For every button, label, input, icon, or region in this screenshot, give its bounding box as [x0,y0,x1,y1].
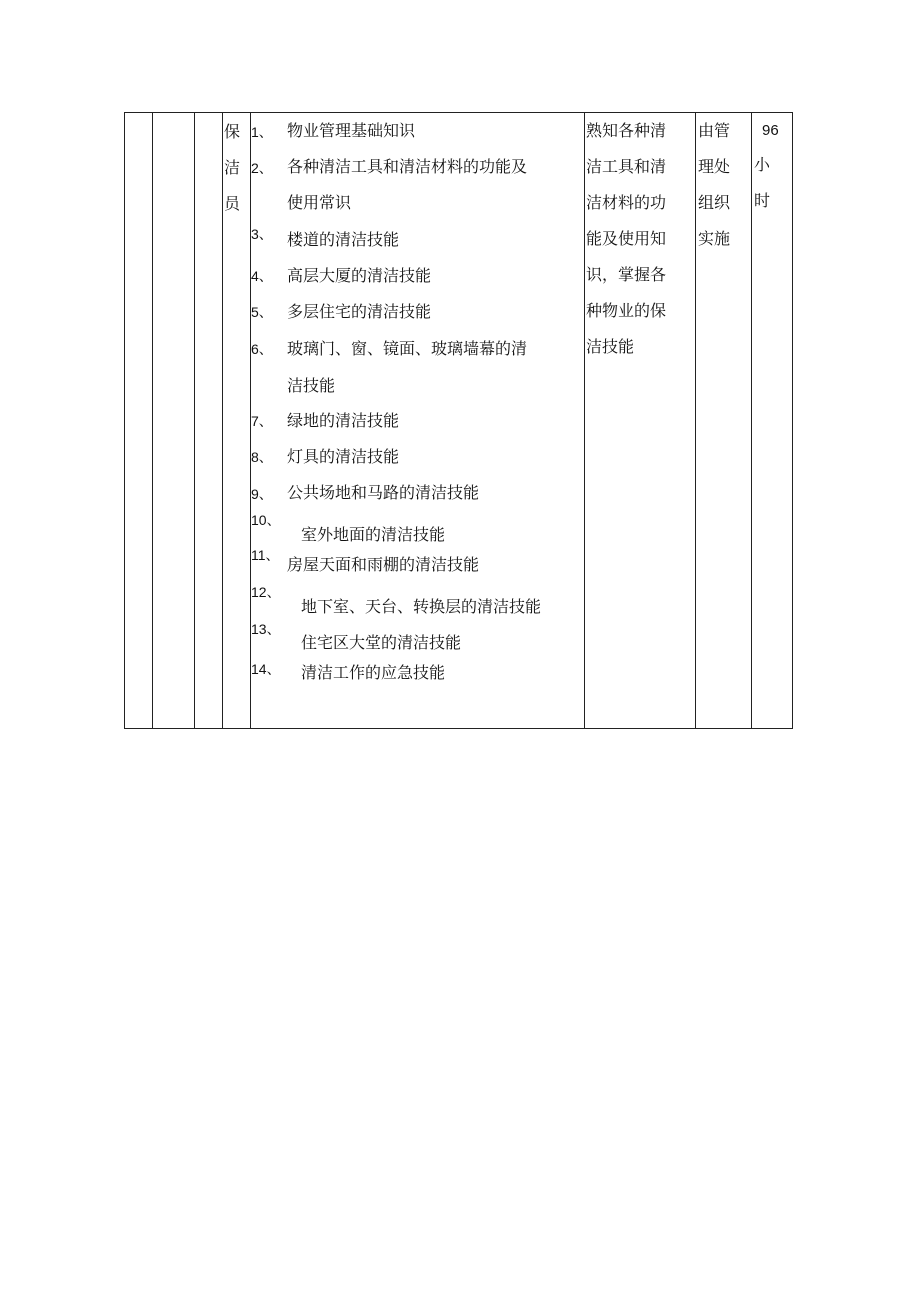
goal-line: 能及使用知 [586,229,667,248]
column-divider [194,112,195,729]
goal-line: 识，掌握各 [586,265,667,284]
item-number: 3、 [251,226,273,242]
column-divider [152,112,153,729]
duration-number: 96 [762,122,779,139]
item-text: 地下室、天台、转换层的清洁技能 [301,597,542,616]
item-number: 6、 [251,341,273,357]
item-number: 7、 [251,413,273,429]
item-text: 玻璃门、窗、镜面、玻璃墙幕的清 [287,339,528,358]
organizer-line: 理处 [698,157,731,176]
item-text: 高层大厦的清洁技能 [287,266,432,285]
item-number: 8、 [251,449,273,465]
item-number: 11、 [251,547,280,563]
column-divider [792,112,793,729]
item-text: 物业管理基础知识 [287,121,416,140]
item-text: 多层住宅的清洁技能 [287,302,432,321]
column-divider [751,112,752,729]
item-text: 使用常识 [287,193,352,212]
item-number: 13、 [251,621,281,637]
item-text: 灯具的清洁技能 [287,447,400,466]
role-text: 保洁员 [224,122,241,213]
duration-unit: 小 [754,155,771,174]
item-number: 9、 [251,486,273,502]
item-text: 各种清洁工具和清洁材料的功能及 [287,157,528,176]
item-text: 洁技能 [287,376,336,395]
item-text: 清洁工作的应急技能 [301,663,446,682]
item-number: 1、 [251,124,273,140]
organizer-line: 组织 [698,193,731,212]
item-text: 住宅区大堂的清洁技能 [301,633,462,652]
item-text: 室外地面的清洁技能 [301,525,446,544]
role-cell [224,114,242,222]
item-text: 楼道的清洁技能 [287,230,400,249]
goal-cell [586,113,666,365]
goal-line: 洁技能 [586,337,635,356]
goal-line: 洁材料的功 [586,193,667,212]
column-divider [222,112,223,729]
item-text: 房屋天面和雨棚的清洁技能 [287,555,480,574]
organizer-line: 实施 [698,229,731,248]
item-number: 4、 [251,268,273,284]
item-number: 5、 [251,304,273,320]
item-text: 公共场地和马路的清洁技能 [287,483,480,502]
item-number: 14、 [251,661,281,677]
column-divider [584,112,585,729]
item-number: 10、 [251,512,281,528]
goal-line: 熟知各种清 [586,121,667,140]
goal-line: 洁工具和清 [586,157,667,176]
item-number: 2、 [251,160,273,176]
item-text: 绿地的清洁技能 [287,411,400,430]
column-divider [695,112,696,729]
goal-line: 种物业的保 [586,301,667,320]
column-divider [124,112,125,729]
duration-unit: 时 [754,191,771,210]
organizer-cell [698,113,730,257]
item-number: 12、 [251,584,281,600]
organizer-line: 由管 [698,121,731,140]
